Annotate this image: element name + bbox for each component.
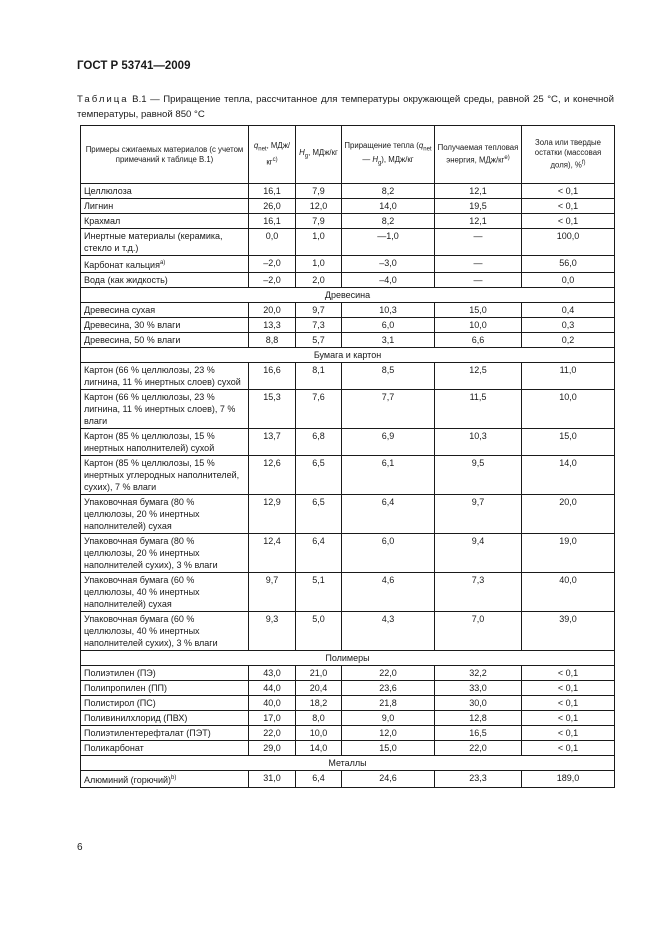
cell-inc: –4,0 <box>342 273 435 288</box>
cell-hg: 6,5 <box>296 495 342 534</box>
cell-energy: 12,1 <box>435 214 522 229</box>
cell-inc: 15,0 <box>342 741 435 756</box>
cell-inc: 12,0 <box>342 726 435 741</box>
cell-qnet: 29,0 <box>249 741 296 756</box>
cell-inc: 4,6 <box>342 573 435 612</box>
table-row <box>81 256 615 273</box>
cell-energy: 12,5 <box>435 363 522 390</box>
cell-ash: < 0,1 <box>522 711 615 726</box>
page-number: 6 <box>77 842 83 853</box>
cell-name: Картон (85 % целлюлозы, 15 % инертных углеродных наполнителей, сухих), 7 % влаги <box>81 456 249 495</box>
cell-energy: 9,4 <box>435 534 522 573</box>
table-row <box>81 711 615 726</box>
table-row <box>81 771 615 788</box>
cell-energy: 6,6 <box>435 333 522 348</box>
cell-ash: 0,3 <box>522 318 615 333</box>
cell-name: Древесина сухая <box>81 303 249 318</box>
cell-hg: 7,6 <box>296 390 342 429</box>
cell-name: Поливинилхлорид (ПВХ) <box>81 711 249 726</box>
cell-ash: 10,0 <box>522 390 615 429</box>
cell-qnet: 13,7 <box>249 429 296 456</box>
table-row <box>81 741 615 756</box>
cell-energy: 7,0 <box>435 612 522 651</box>
cell-hg: 9,7 <box>296 303 342 318</box>
cell-hg: 6,4 <box>296 771 342 788</box>
cell-name: Карбонат кальция$^{a)}$ <box>81 256 249 273</box>
cell-name: Картон (66 % целлюлозы, 23 % лигнина, 11 % инертных слоев) сухой <box>81 363 249 390</box>
cell-energy: 23,3 <box>435 771 522 788</box>
table-row <box>81 199 615 214</box>
cell-ash: 189,0 <box>522 771 615 788</box>
cell-inc: 22,0 <box>342 666 435 681</box>
cell-name: Поликарбонат <box>81 741 249 756</box>
section-heading: Древесина <box>81 288 615 303</box>
cell-name: Полипропилен (ПП) <box>81 681 249 696</box>
cell-hg: 21,0 <box>296 666 342 681</box>
cell-name: Алюминий (горючий)$^{b)}$ <box>81 771 249 788</box>
cell-qnet: 16,6 <box>249 363 296 390</box>
cell-ash: 0,2 <box>522 333 615 348</box>
table-row <box>81 666 615 681</box>
cell-hg: 7,9 <box>296 184 342 199</box>
cell-energy: — <box>435 256 522 273</box>
cell-ash: < 0,1 <box>522 199 615 214</box>
cell-name: Древесина, 50 % влаги <box>81 333 249 348</box>
cell-hg: 7,9 <box>296 214 342 229</box>
section-row-wood <box>81 288 615 303</box>
cell-qnet: 17,0 <box>249 711 296 726</box>
cell-qnet: 44,0 <box>249 681 296 696</box>
cell-inc: —1,0 <box>342 229 435 256</box>
cell-ash: 14,0 <box>522 456 615 495</box>
cell-ash: 0,0 <box>522 273 615 288</box>
col-header-material: Примеры сжигаемых материалов (с учетом примечаний к таблице В.1) <box>81 126 249 184</box>
table-row <box>81 273 615 288</box>
cell-hg: 1,0 <box>296 229 342 256</box>
cell-ash: < 0,1 <box>522 726 615 741</box>
cell-inc: 24,6 <box>342 771 435 788</box>
table-row <box>81 573 615 612</box>
cell-energy: 7,3 <box>435 573 522 612</box>
cell-inc: 8,2 <box>342 214 435 229</box>
cell-hg: 5,7 <box>296 333 342 348</box>
cell-ash: < 0,1 <box>522 696 615 711</box>
cell-name: Упаковочная бумага (80 % целлюлозы, 20 % инертных наполнителей) сухая <box>81 495 249 534</box>
cell-ash: 0,4 <box>522 303 615 318</box>
cell-name: Упаковочная бумага (80 % целлюлозы, 20 % инертных наполнителей сухих), 3 % влаги <box>81 534 249 573</box>
cell-qnet: –2,0 <box>249 256 296 273</box>
table-row <box>81 333 615 348</box>
cell-ash: 100,0 <box>522 229 615 256</box>
cell-qnet: 8,8 <box>249 333 296 348</box>
table-row <box>81 390 615 429</box>
cell-qnet: 12,4 <box>249 534 296 573</box>
col-header-ash: Зола или твердые остатки (массовая доля), %$^{f)}$ <box>522 126 615 184</box>
cell-ash: 40,0 <box>522 573 615 612</box>
cell-name: Вода (как жидкость) <box>81 273 249 288</box>
cell-ash: 20,0 <box>522 495 615 534</box>
cell-ash: 15,0 <box>522 429 615 456</box>
table-row <box>81 681 615 696</box>
cell-inc: 21,8 <box>342 696 435 711</box>
table-row <box>81 429 615 456</box>
cell-energy: 10,0 <box>435 318 522 333</box>
cell-hg: 5,1 <box>296 573 342 612</box>
cell-hg: 12,0 <box>296 199 342 214</box>
table-row <box>81 229 615 256</box>
cell-qnet: –2,0 <box>249 273 296 288</box>
cell-inc: 6,0 <box>342 318 435 333</box>
table-caption <box>77 92 614 122</box>
cell-name: Картон (85 % целлюлозы, 15 % инертных наполнителей) сухой <box>81 429 249 456</box>
caption-label: Таблица <box>77 94 129 105</box>
heat-table <box>80 125 615 788</box>
cell-hg: 6,5 <box>296 456 342 495</box>
cell-hg: 18,2 <box>296 696 342 711</box>
cell-qnet: 43,0 <box>249 666 296 681</box>
cell-name: Полиэтилентерефталат (ПЭТ) <box>81 726 249 741</box>
cell-energy: — <box>435 229 522 256</box>
cell-ash: 19,0 <box>522 534 615 573</box>
table-row <box>81 534 615 573</box>
cell-inc: 7,7 <box>342 390 435 429</box>
cell-inc: 6,1 <box>342 456 435 495</box>
table-row <box>81 184 615 199</box>
cell-ash: 39,0 <box>522 612 615 651</box>
footnote-marker: b) <box>171 775 177 781</box>
section-row-metals <box>81 756 615 771</box>
cell-inc: 8,2 <box>342 184 435 199</box>
table-row <box>81 318 615 333</box>
section-row-paper <box>81 348 615 363</box>
cell-energy: 9,7 <box>435 495 522 534</box>
cell-hg: 6,8 <box>296 429 342 456</box>
cell-inc: 10,3 <box>342 303 435 318</box>
cell-ash: 56,0 <box>522 256 615 273</box>
cell-hg: 8,1 <box>296 363 342 390</box>
table-row <box>81 726 615 741</box>
table-row <box>81 214 615 229</box>
cell-hg: 1,0 <box>296 256 342 273</box>
cell-hg: 6,4 <box>296 534 342 573</box>
cell-energy: — <box>435 273 522 288</box>
cell-qnet: 15,3 <box>249 390 296 429</box>
col-header-energy: Получаемая тепловая энергия, МДж/$кг^{e)}$ <box>435 126 522 184</box>
cell-inc: –3,0 <box>342 256 435 273</box>
cell-inc: 3,1 <box>342 333 435 348</box>
cell-hg: 7,3 <box>296 318 342 333</box>
table-row <box>81 495 615 534</box>
cell-name: Полиэтилен (ПЭ) <box>81 666 249 681</box>
cell-name: Картон (66 % целлюлозы, 23 % лигнина, 11 % инертных слоев), 7 % влаги <box>81 390 249 429</box>
cell-hg: 14,0 <box>296 741 342 756</box>
cell-energy: 10,3 <box>435 429 522 456</box>
cell-inc: 4,3 <box>342 612 435 651</box>
cell-name: Лигнин <box>81 199 249 214</box>
table-row <box>81 303 615 318</box>
cell-inc: 8,5 <box>342 363 435 390</box>
cell-ash: < 0,1 <box>522 214 615 229</box>
cell-inc: 6,9 <box>342 429 435 456</box>
cell-ash: < 0,1 <box>522 741 615 756</box>
document-title: ГОСТ Р 53741—2009 <box>77 60 191 72</box>
cell-energy: 12,8 <box>435 711 522 726</box>
cell-qnet: 9,7 <box>249 573 296 612</box>
cell-energy: 32,2 <box>435 666 522 681</box>
cell-hg: 8,0 <box>296 711 342 726</box>
cell-qnet: 22,0 <box>249 726 296 741</box>
cell-name: Целлюлоза <box>81 184 249 199</box>
table-row <box>81 456 615 495</box>
section-heading: Полимеры <box>81 651 615 666</box>
cell-ash: < 0,1 <box>522 681 615 696</box>
cell-hg: 10,0 <box>296 726 342 741</box>
cell-energy: 9,5 <box>435 456 522 495</box>
cell-qnet: 16,1 <box>249 214 296 229</box>
col-header-hg: $H_g$, МДж/кг <box>296 126 342 184</box>
cell-inc: 14,0 <box>342 199 435 214</box>
cell-qnet: 12,6 <box>249 456 296 495</box>
section-heading: Металлы <box>81 756 615 771</box>
section-heading: Бумага и картон <box>81 348 615 363</box>
cell-name: Упаковочная бумага (60 % целлюлозы, 40 % инертных наполнителей) сухая <box>81 573 249 612</box>
cell-ash: < 0,1 <box>522 184 615 199</box>
cell-ash: 11,0 <box>522 363 615 390</box>
cell-qnet: 9,3 <box>249 612 296 651</box>
table-row <box>81 696 615 711</box>
cell-energy: 19,5 <box>435 199 522 214</box>
footnote-marker: a) <box>159 260 166 266</box>
cell-hg: 2,0 <box>296 273 342 288</box>
cell-ash: < 0,1 <box>522 666 615 681</box>
cell-hg: 20,4 <box>296 681 342 696</box>
cell-qnet: 40,0 <box>249 696 296 711</box>
cell-name: Инертные материалы (керамика, стекло и т.д.) <box>81 229 249 256</box>
cell-inc: 9,0 <box>342 711 435 726</box>
table-row <box>81 612 615 651</box>
cell-name: Древесина, 30 % влаги <box>81 318 249 333</box>
col-header-increment: Приращение тепла ($q_{net}$ — $H_g$), МДж/кг <box>342 126 435 184</box>
cell-energy: 33,0 <box>435 681 522 696</box>
cell-qnet: 20,0 <box>249 303 296 318</box>
cell-qnet: 16,1 <box>249 184 296 199</box>
cell-name: Упаковочная бумага (60 % целлюлозы, 40 % инертных наполнителей сухих), 3 % влаги <box>81 612 249 651</box>
table-row <box>81 363 615 390</box>
cell-energy: 16,5 <box>435 726 522 741</box>
cell-energy: 15,0 <box>435 303 522 318</box>
cell-qnet: 31,0 <box>249 771 296 788</box>
caption-text: В.1 — Приращение тепла, рассчитанное для температуры окружающей среды, равной 25 °С, и конечной температуры, равной 850 °С <box>77 94 614 120</box>
cell-name: Крахмал <box>81 214 249 229</box>
cell-qnet: 26,0 <box>249 199 296 214</box>
cell-inc: 23,6 <box>342 681 435 696</box>
cell-inc: 6,0 <box>342 534 435 573</box>
cell-energy: 30,0 <box>435 696 522 711</box>
table-header-row <box>81 126 615 184</box>
cell-qnet: 13,3 <box>249 318 296 333</box>
cell-hg: 5,0 <box>296 612 342 651</box>
cell-inc: 6,4 <box>342 495 435 534</box>
cell-qnet: 0,0 <box>249 229 296 256</box>
cell-energy: 12,1 <box>435 184 522 199</box>
cell-qnet: 12,9 <box>249 495 296 534</box>
col-header-qnet: $q_{net}$, МДж/$кг^{c)}$ <box>249 126 296 184</box>
cell-name: Полистирол (ПС) <box>81 696 249 711</box>
cell-energy: 11,5 <box>435 390 522 429</box>
cell-energy: 22,0 <box>435 741 522 756</box>
section-row-polymers <box>81 651 615 666</box>
